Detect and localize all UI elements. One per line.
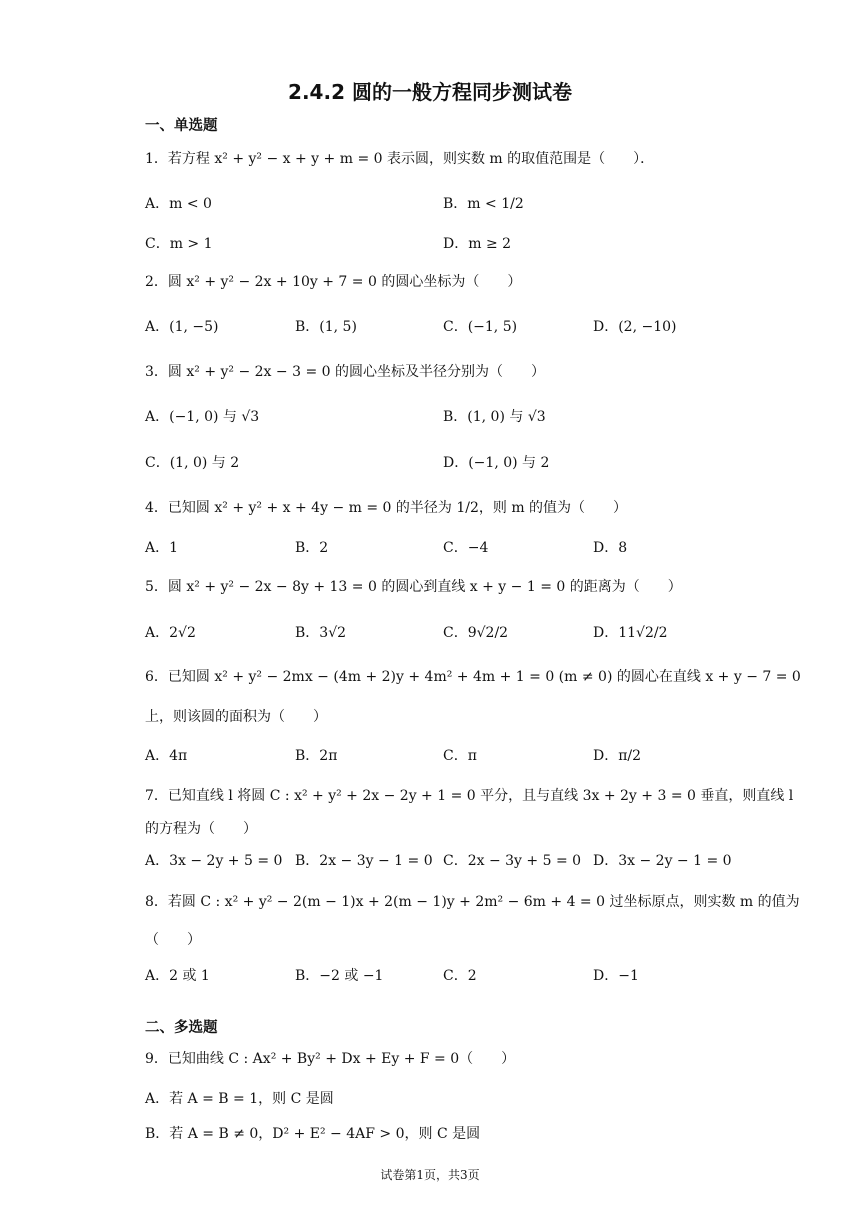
question-7-stem-continued: 的方程为（ ） bbox=[145, 821, 257, 837]
question-7-option-b[interactable]: B．2x − 3y − 1 = 0 bbox=[295, 853, 433, 869]
question-6-option-d[interactable]: D．π/2 bbox=[593, 748, 642, 764]
question-3-option-c[interactable]: C．(1, 0) 与 2 bbox=[145, 455, 240, 471]
question-6-stem: 6．已知圆 x² + y² − 2mx − (4m + 2)y + 4m² + 4m + 1 = 0 (m ≠ 0) 的圆心在直线 x + y − 7 = 0 bbox=[145, 669, 801, 685]
question-9-option-a[interactable]: A．若 A = B = 1，则 C 是圆 bbox=[145, 1091, 334, 1107]
question-5-option-d[interactable]: D．11√2/2 bbox=[593, 625, 668, 641]
question-2-option-c[interactable]: C．(−1, 5) bbox=[443, 319, 518, 335]
question-5-option-c[interactable]: C．9√2/2 bbox=[443, 625, 509, 641]
question-7-stem: 7．已知直线 l 将圆 C : x² + y² + 2x − 2y + 1 = 0 平分，且与直线 3x + 2y + 3 = 0 垂直，则直线 l bbox=[145, 788, 794, 804]
question-9-stem: 9．已知曲线 C : Ax² + By² + Dx + Ey + F = 0（ ） bbox=[145, 1051, 516, 1067]
question-8-option-b[interactable]: B．−2 或 −1 bbox=[295, 968, 384, 984]
question-4-stem: 4．已知圆 x² + y² + x + 4y − m = 0 的半径为 1/2，则 m 的值为（ ） bbox=[145, 500, 628, 516]
question-6-option-b[interactable]: B．2π bbox=[295, 748, 338, 764]
page-title: 2.4.2 圆的一般方程同步测试卷 bbox=[288, 80, 572, 104]
question-8-option-d[interactable]: D．−1 bbox=[593, 968, 639, 984]
question-1-option-b[interactable]: B．m < 1/2 bbox=[443, 196, 524, 212]
question-8-option-a[interactable]: A．2 或 1 bbox=[145, 968, 210, 984]
question-2-option-b[interactable]: B．(1, 5) bbox=[295, 319, 357, 335]
question-8-stem: 8．若圆 C : x² + y² − 2(m − 1)x + 2(m − 1)y + 2m² − 6m + 4 = 0 过坐标原点，则实数 m 的值为 bbox=[145, 894, 800, 910]
question-4-option-a[interactable]: A．1 bbox=[145, 540, 179, 556]
question-3-option-a[interactable]: A．(−1, 0) 与 √3 bbox=[145, 409, 260, 425]
question-8-option-c[interactable]: C．2 bbox=[443, 968, 477, 984]
page-footer: 试卷第1页，共3页 bbox=[380, 1168, 480, 1182]
question-4-option-c[interactable]: C．−4 bbox=[443, 540, 489, 556]
question-5-stem: 5．圆 x² + y² − 2x − 8y + 13 = 0 的圆心到直线 x + y − 1 = 0 的距离为（ ） bbox=[145, 579, 682, 595]
question-3-option-b[interactable]: B．(1, 0) 与 √3 bbox=[443, 409, 546, 425]
question-1-option-c[interactable]: C．m > 1 bbox=[145, 236, 213, 252]
question-6-option-c[interactable]: C．π bbox=[443, 748, 477, 764]
question-1-option-a[interactable]: A．m < 0 bbox=[145, 196, 212, 212]
question-3-option-d[interactable]: D．(−1, 0) 与 2 bbox=[443, 455, 550, 471]
question-6-option-a[interactable]: A．4π bbox=[145, 748, 188, 764]
question-7-option-d[interactable]: D．3x − 2y − 1 = 0 bbox=[593, 853, 732, 869]
question-7-option-c[interactable]: C．2x − 3y + 5 = 0 bbox=[443, 853, 582, 869]
question-2-option-a[interactable]: A．(1, −5) bbox=[145, 319, 219, 335]
question-7-option-a[interactable]: A．3x − 2y + 5 = 0 bbox=[145, 853, 283, 869]
section-heading-multiple-choice: 二、多选题 bbox=[145, 1020, 218, 1036]
question-9-option-b[interactable]: B．若 A = B ≠ 0，D² + E² − 4AF > 0，则 C 是圆 bbox=[145, 1126, 481, 1142]
question-2-stem: 2．圆 x² + y² − 2x + 10y + 7 = 0 的圆心坐标为（ ） bbox=[145, 274, 522, 290]
question-8-stem-continued: （ ） bbox=[145, 932, 201, 948]
question-1-option-d[interactable]: D．m ≥ 2 bbox=[443, 236, 512, 252]
question-5-option-b[interactable]: B．3√2 bbox=[295, 625, 347, 641]
question-6-stem-continued: 上，则该圆的面积为（ ） bbox=[145, 709, 327, 725]
question-4-option-d[interactable]: D．8 bbox=[593, 540, 628, 556]
question-4-option-b[interactable]: B．2 bbox=[295, 540, 329, 556]
question-2-option-d[interactable]: D．(2, −10) bbox=[593, 319, 677, 335]
question-5-option-a[interactable]: A．2√2 bbox=[145, 625, 196, 641]
question-1-stem: 1．若方程 x² + y² − x + y + m = 0 表示圆，则实数 m 的取值范围是（ ）． bbox=[145, 151, 655, 167]
question-3-stem: 3．圆 x² + y² − 2x − 3 = 0 的圆心坐标及半径分别为（ ） bbox=[145, 364, 545, 380]
section-heading-single-choice: 一、单选题 bbox=[145, 118, 218, 134]
